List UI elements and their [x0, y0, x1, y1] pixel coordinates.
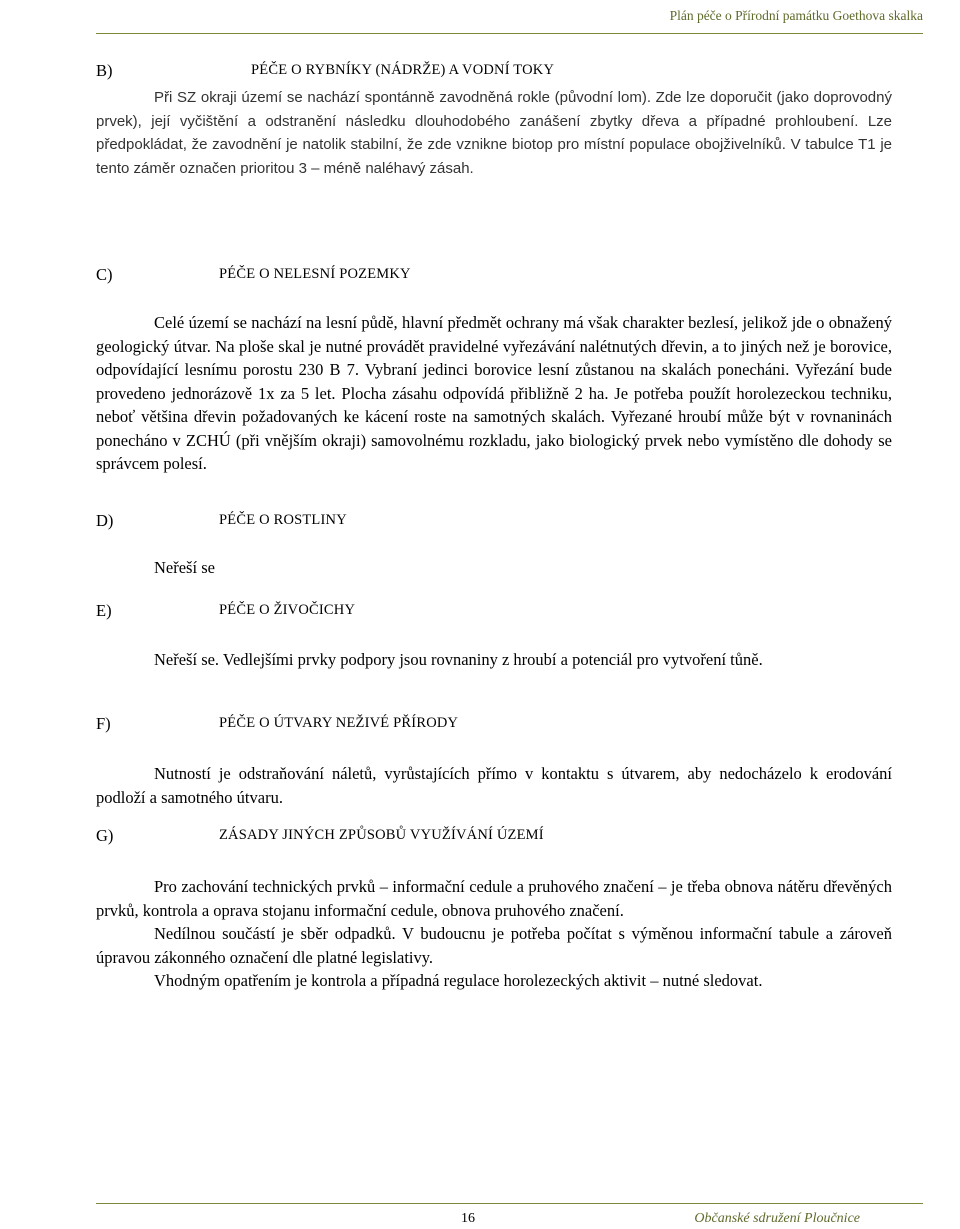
- section-b-paragraph: Při SZ okraji území se nachází spontánně zavodněná rokle (původní lom). Zde lze doporučit (jako doprovodný prvek), její vyčištění a odstranění následku dlouhodobého zanášení zbytky dřeva a případné prohloubení. Lze předpokládat, že zavodnění je natolik stabilní, že zde vznikne biotop pro místní populace obojživelníků. V tabulce T1 je tento záměr označen prioritou 3 – méně naléhavý zásah.: [96, 89, 892, 177]
- section-g-paragraph-3: Vhodným opatřením je kontrola a případná regulace horolezeckých aktivit – nutné sledovat.: [154, 971, 763, 990]
- footer-organization: Občanské sdružení Ploučnice: [694, 1211, 860, 1226]
- section-e-text: Neřeší se. Vedlejšími prvky podpory jsou rovnaniny z hroubí a potenciál pro vytvoření tůně.: [154, 650, 763, 669]
- section-g-title: ZÁSADY JINÝCH ZPŮSOBŮ VYUŽÍVÁNÍ ÚZEMÍ: [219, 827, 544, 843]
- section-f-letter: F): [96, 714, 111, 733]
- section-f-title: PÉČE O ÚTVARY NEŽIVÉ PŘÍRODY: [219, 715, 459, 731]
- section-f-paragraph: Nutností je odstraňování náletů, vyrůstajících přímo v kontaktu s útvarem, aby nedocházelo k erodování podloží a samotného útvaru.: [96, 764, 892, 807]
- section-d-title: PÉČE O ROSTLINY: [219, 512, 347, 528]
- section-g-paragraph-1: Pro zachování technických prvků – informační cedule a pruhového značení – je třeba obnova nátěru dřevěných prvků, kontrola a oprava stojanu informační cedule, obnova pruhového značení.: [96, 877, 892, 920]
- section-g-letter: G): [96, 826, 114, 845]
- section-g-text: [96, 875, 892, 993]
- section-d-text: Neřeší se: [154, 558, 215, 577]
- page-number: 16: [461, 1211, 475, 1226]
- section-b-title: PÉČE O RYBNÍKY (NÁDRŽE) A VODNÍ TOKY: [251, 62, 555, 78]
- section-g-paragraph-2: Nedílnou součástí je sběr odpadků. V budoucnu je potřeba počítat s výměnou informační tabule a zároveň úpravou zákonného označení dle platné legislativy.: [96, 924, 892, 967]
- section-c-title: PÉČE O NELESNÍ POZEMKY: [219, 266, 411, 282]
- section-e-letter: E): [96, 601, 112, 620]
- section-c-text: [96, 311, 892, 476]
- section-c-paragraph: Celé území se nachází na lesní půdě, hlavní předmět ochrany má však charakter bezlesí, jelikož jde o obnažený geologický útvar. Na ploše skal je nutné provádět pravidelné vyřezávání nalétnutých dřevin, a to jiných než je borovice, odpovídající lesnímu porostu 230 B 7. Vybraní jedinci borovice lesní zůstanou na skalách ponecháni. Vyřezání bude provedeno jednorázově 1x za 5 let. Plocha zásahu odpovídá přibližně 2 ha. Je potřeba použít horolezeckou techniku, neboť většina dřevin požadovaných ke kácení roste na samotných skalách. Vyřezané hroubí může být v rovnaninách ponecháno v ZCHÚ (při vnějším okraji) samovolnému rozkladu, jako biologický prvek nebo vymístěno dle dohody se správcem polesí.: [96, 313, 892, 473]
- section-e-title: PÉČE O ŽIVOČICHY: [219, 602, 356, 618]
- section-c-letter: C): [96, 265, 113, 284]
- footer-rule: [96, 1203, 923, 1204]
- section-b-letter: B): [96, 61, 113, 80]
- section-b-text: [96, 86, 892, 180]
- running-header: Plán péče o Přírodní památku Goethova skalka: [669, 8, 923, 23]
- section-f-text: [96, 762, 892, 809]
- section-d-letter: D): [96, 511, 114, 530]
- header-rule: [96, 33, 923, 34]
